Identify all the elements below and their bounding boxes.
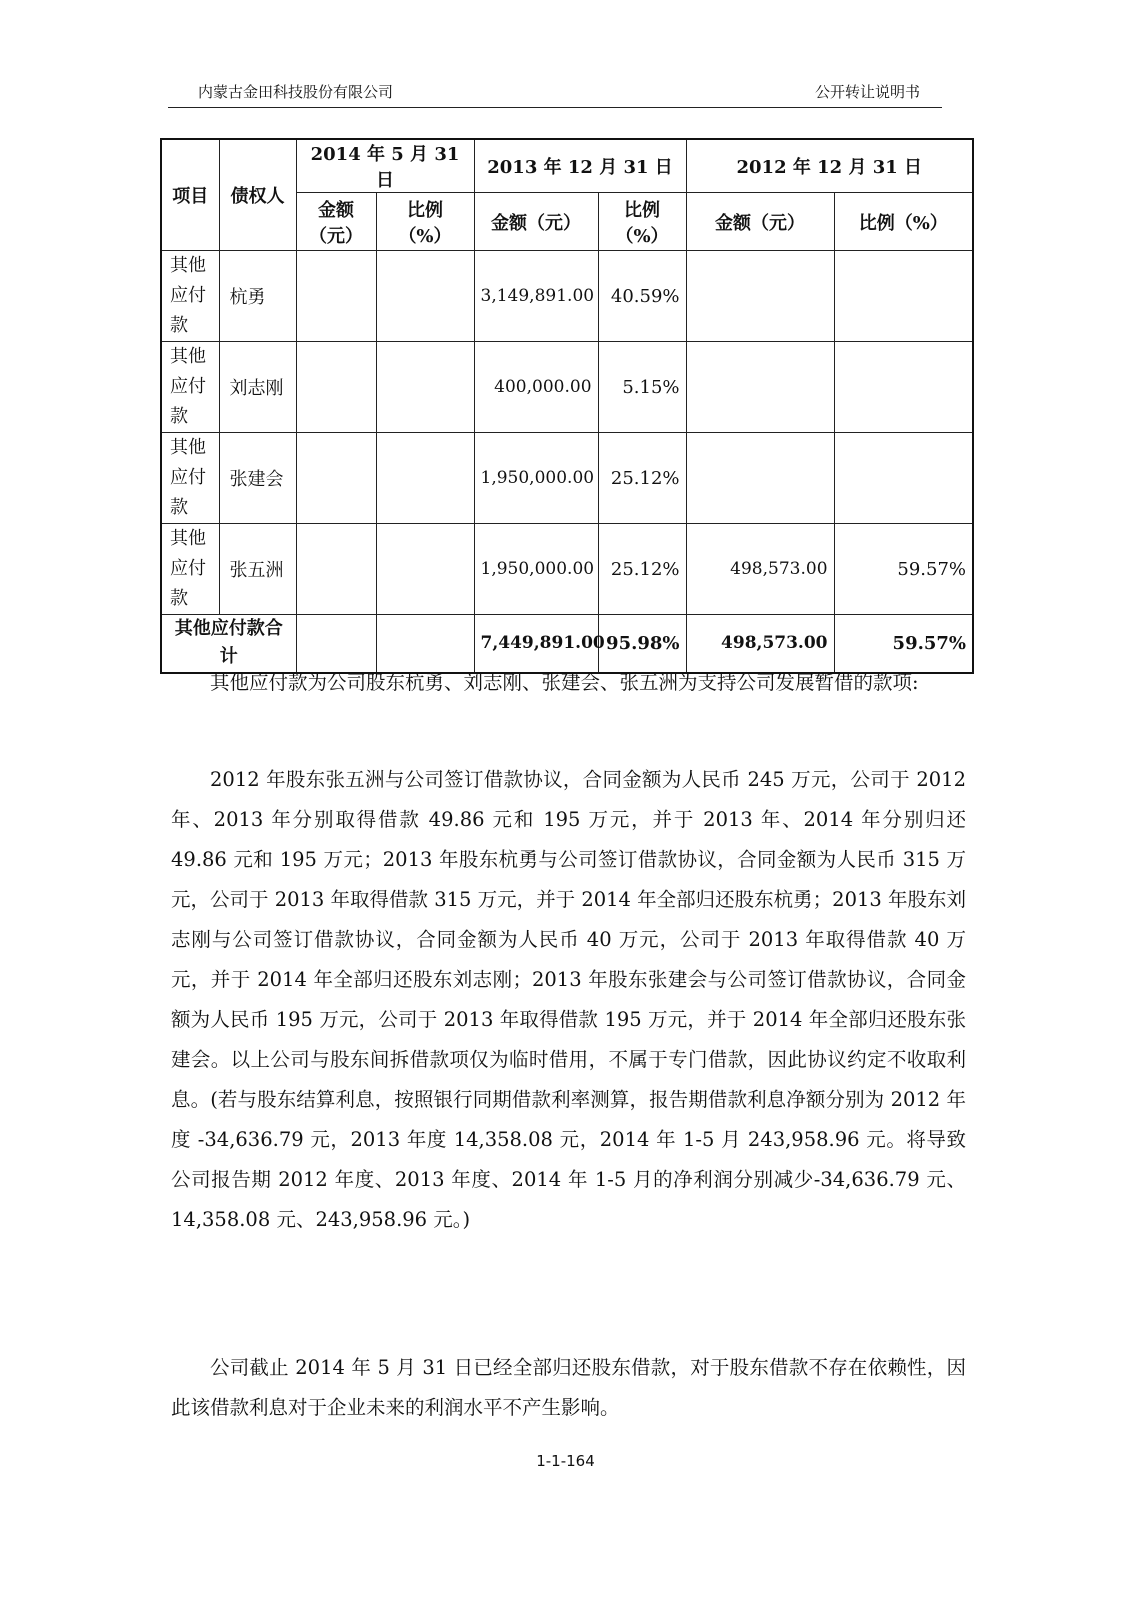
paragraph-conclusion: 公司截止 2014 年 5 月 31 日已经全部归还股东借款，对于股东借款不存在依赖性，因此该借款利息对于企业未来的利润水平不产生影响。 <box>171 1356 966 1419</box>
table-row: 其他应付款 杭勇 3,149,891.00 40.59% <box>161 251 973 342</box>
table-row: 其他应付款 张五洲 1,950,000.00 25.12% 498,573.00 59.57% <box>161 524 973 615</box>
amount-2014-header: 金额（元） <box>296 193 376 251</box>
page-number: 1-1-164 <box>536 1452 595 1470</box>
period-2012-header: 2012 年 12 月 31 日 <box>686 139 973 193</box>
other-payables-table <box>160 138 974 674</box>
table-row: 其他应付款 张建会 1,950,000.00 25.12% <box>161 433 973 524</box>
company-name: 内蒙古金田科技股份有限公司 <box>198 83 394 101</box>
amount-2013-header: 金额（元） <box>474 193 598 251</box>
amount-2012-header: 金额（元） <box>686 193 834 251</box>
table-header-row <box>161 139 973 193</box>
col-item-header: 项目 <box>161 139 219 251</box>
period-2013-header: 2013 年 12 月 31 日 <box>474 139 686 193</box>
col-creditor-header: 债权人 <box>219 139 296 251</box>
ratio-2012-header: 比例（%） <box>834 193 973 251</box>
table-row: 其他应付款 刘志刚 400,000.00 5.15% <box>161 342 973 433</box>
page-header <box>168 77 942 108</box>
ratio-2013-header: 比例（%） <box>598 193 686 251</box>
paragraph-intro: 其他应付款为公司股东杭勇、刘志刚、张建会、张五洲为支持公司发展暂借的款项: <box>210 671 919 694</box>
table-total-row: 其他应付款合计 7,449,891.00 95.98% 498,573.00 59.57% <box>161 615 973 673</box>
document-title: 公开转让说明书 <box>814 83 920 101</box>
period-2014-header: 2014 年 5 月 31 日 <box>296 139 474 193</box>
paragraph-loan-details: 2012 年股东张五洲与公司签订借款协议，合同金额为人民币 245 万元，公司于 2012 年、2013 年分别取得借款 49.86 元和 195 万元，并于 2013 年、2014 年分别归还 49.86 元和 195 万元；2013 年股东杭勇与公司签订借款协议，合同金额为人民币 315 万元，公司于 2013 年取得借款 315 万元，并于 2014 年全部归还股东杭勇；2013 年股东刘志刚与公司签订借款协议，合同金额为人民币 40 万元，公司于 2013 年取得借款 40 万元，并于 2014 年全部归还股东刘志刚；2013 年股东张建会与公司签订借款协议，合同金额为人民币 195 万元，公司于 2013 年取得借款 195 万元，并于 2014 年全部归还股东张建会。以上公司与股东间拆借款项仅为临时借用，不属于专门借款，因此协议约定不收取利息。(若与股东结算利息，按照银行同期借款利率测算，报告期借款利息净额分别为 2012 年度 -34,636.79 元，2013 年度 14,358.08 元，2014 年 1-5 月 243,958.96 元。将导致公司报告期 2012 年度、2013 年度、2014 年 1-5 月的净利润分别减少-34,636.79 元、14,358.08 元、243,958.96 元。) <box>171 768 966 1231</box>
ratio-2014-header: 比例（%） <box>376 193 474 251</box>
